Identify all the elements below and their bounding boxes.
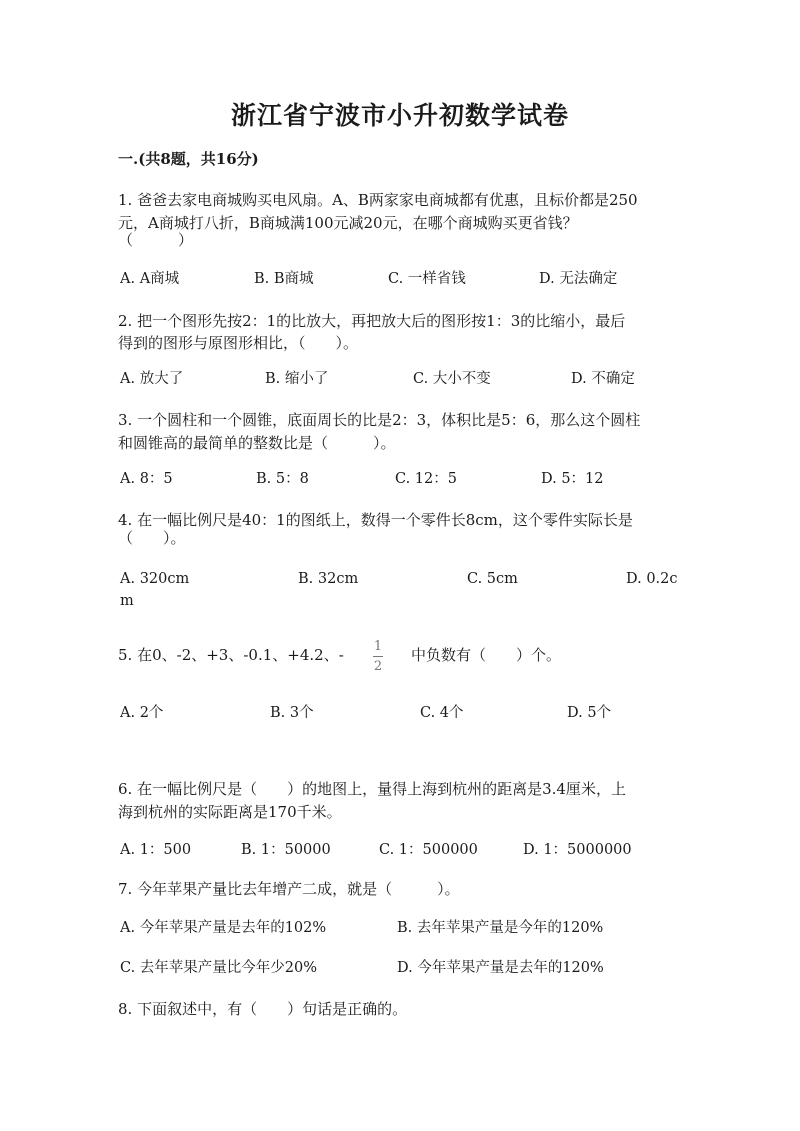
question-1-option-c: C. 一样省钱: [388, 271, 466, 287]
question-2-option-d: D. 不确定: [571, 371, 635, 387]
question-4-option-b: B. 32cm: [298, 571, 359, 587]
question-1-line-3: （ ）: [118, 231, 194, 249]
question-7-option-c: C. 去年苹果产量比今年少20%: [120, 960, 318, 976]
question-7-line-1: 7. 今年苹果产量比去年增产二成，就是（ ）。: [118, 880, 460, 898]
fraction-one-half: [370, 637, 386, 675]
page-title: 浙江省宁波市小升初数学试卷: [230, 101, 569, 130]
question-6-line-1: 6. 在一幅比例尺是（ ）的地图上，量得上海到杭州的距离是3.4厘米，上: [118, 780, 626, 798]
question-6-option-b: B. 1：50000: [241, 842, 331, 858]
question-5-text-after: 中负数有（ ）个。: [411, 646, 562, 664]
fraction-numerator: 1: [373, 638, 383, 654]
question-6-line-2: 海到杭州的实际距离是170千米。: [118, 803, 342, 821]
section-heading: 一.(共8题，共16分): [118, 150, 259, 168]
question-7-option-b: B. 去年苹果产量是今年的120%: [397, 920, 604, 936]
question-1-line-1: 1. 爸爸去家电商城购买电风扇。A、B两家家电商城都有优惠，且标价都是250: [118, 191, 638, 209]
question-5-text-before: 5. 在0、-2、+3、-0.1、+4.2、-: [118, 646, 344, 664]
question-6-option-a: A. 1：500: [120, 842, 192, 858]
question-3-option-c: C. 12：5: [395, 471, 457, 487]
question-7-option-a: A. 今年苹果产量是去年的102%: [120, 920, 327, 936]
question-6-option-c: C. 1：500000: [379, 842, 478, 858]
question-4-line-2: （ ）。: [118, 529, 186, 547]
fraction-denominator: 2: [373, 658, 383, 674]
fraction-bar: [373, 656, 383, 657]
question-2-line-2: 得到的图形与原图形相比，（ ）。: [118, 334, 359, 352]
question-4-option-c: C. 5cm: [467, 571, 518, 587]
question-1-option-a: A. A商城: [120, 271, 180, 287]
question-6-option-d: D. 1：5000000: [523, 842, 632, 858]
question-2-option-c: C. 大小不变: [413, 371, 491, 387]
question-4-option-d-wrap: m: [120, 593, 134, 609]
question-8-line-1: 8. 下面叙述中，有（ ）句话是正确的。: [118, 1000, 408, 1018]
question-4-line-1: 4. 在一幅比例尺是40：1的图纸上，数得一个零件长8cm，这个零件实际长是: [118, 511, 633, 529]
question-4-option-d: D. 0.2c: [626, 571, 678, 587]
question-5-option-b: B. 3个: [270, 705, 314, 721]
question-5-option-c: C. 4个: [420, 705, 464, 721]
question-2-option-b: B. 缩小了: [265, 371, 329, 387]
question-1-line-2: 元，A商城打八折，B商城满100元减20元，在哪个商城购买更省钱？: [118, 214, 578, 232]
question-3-option-a: A. 8：5: [120, 471, 173, 487]
question-3-line-1: 3. 一个圆柱和一个圆锥，底面周长的比是2：3，体积比是5：6，那么这个圆柱: [118, 411, 641, 429]
question-3-line-2: 和圆锥高的最简单的整数比是（ ）。: [118, 434, 396, 452]
question-2-line-1: 2. 把一个图形先按2：1的比放大，再把放大后的图形按1：3的比缩小，最后: [118, 312, 626, 330]
question-1-option-b: B. B商城: [254, 271, 314, 287]
question-5-option-a: A. 2个: [120, 705, 164, 721]
question-2-option-a: A. 放大了: [120, 371, 184, 387]
question-1-option-d: D. 无法确定: [539, 271, 618, 287]
question-5-option-d: D. 5个: [567, 705, 612, 721]
question-4-option-a: A. 320cm: [120, 571, 190, 587]
question-3-option-d: D. 5：12: [541, 471, 604, 487]
question-7-option-d: D. 今年苹果产量是去年的120%: [397, 960, 604, 976]
question-3-option-b: B. 5：8: [256, 471, 309, 487]
